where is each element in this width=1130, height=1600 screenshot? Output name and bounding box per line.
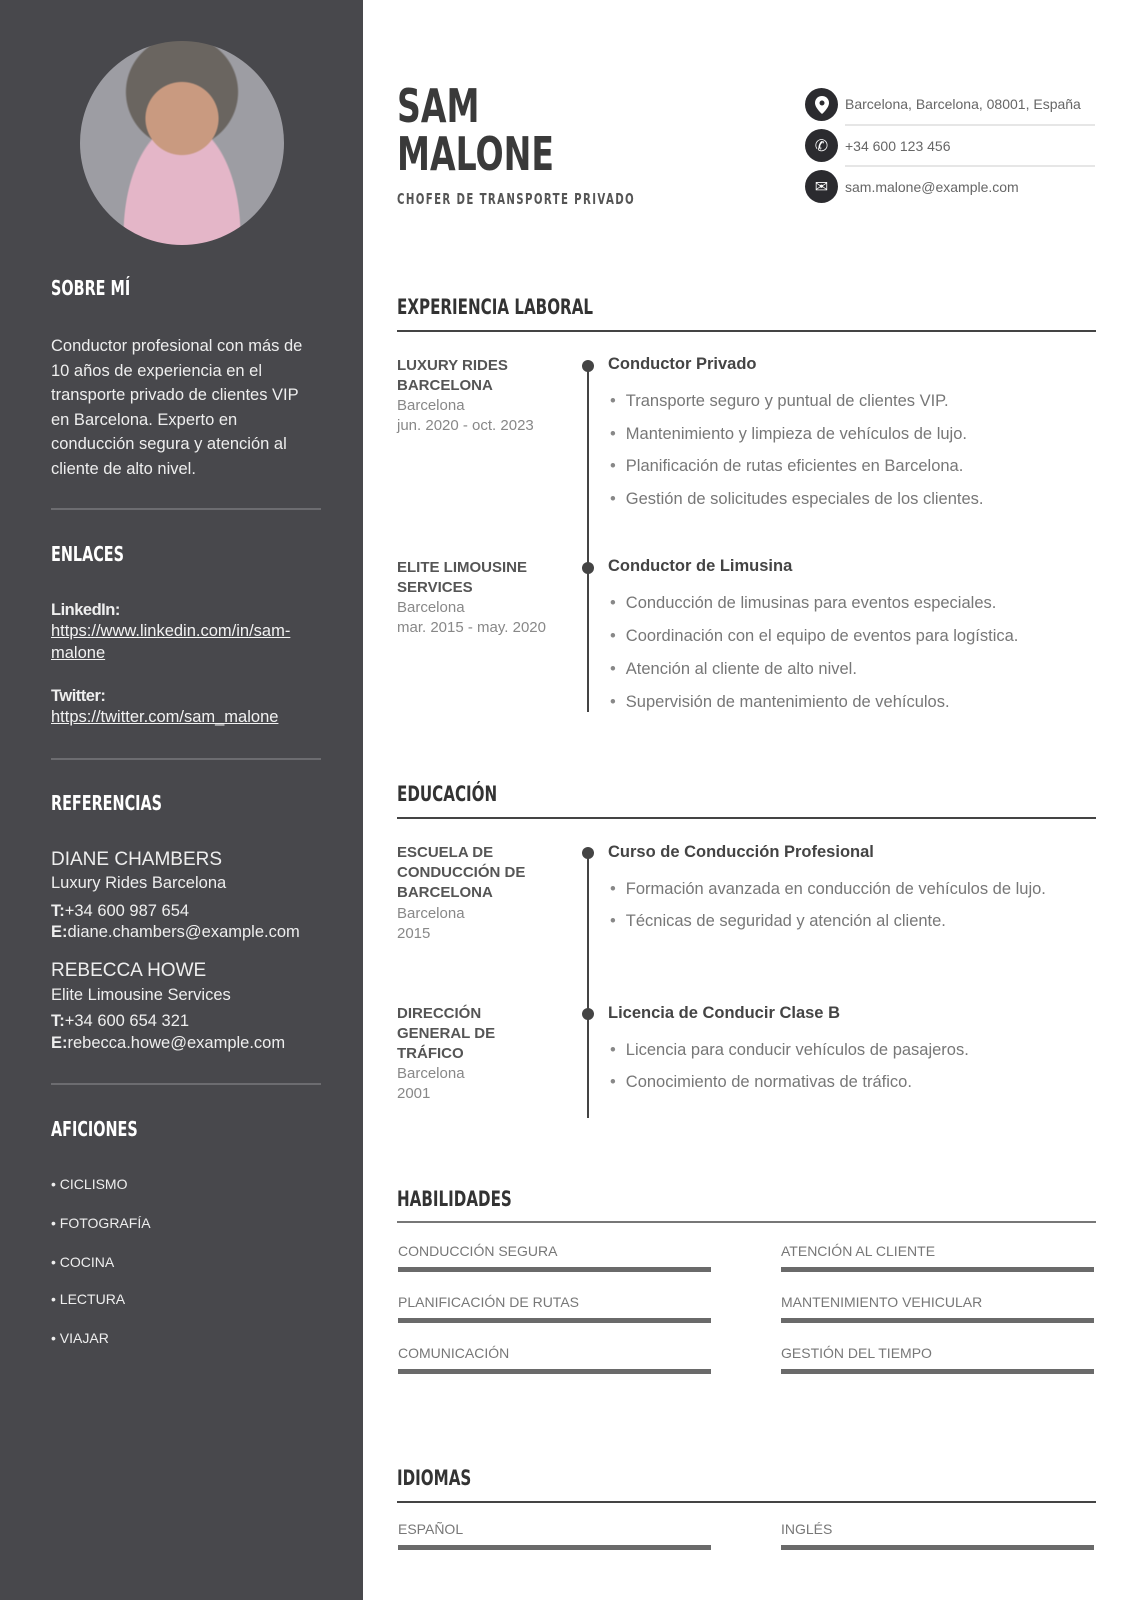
contact-email: sam.malone@example.com (845, 179, 1019, 195)
skill-level-bar (781, 1369, 1094, 1374)
skills-heading-text: HABILIDADES (397, 1187, 512, 1211)
hobby-text: LECTURA (59, 1291, 126, 1307)
last-name: MALONE (397, 127, 555, 181)
phone-icon: ✆ (805, 129, 838, 162)
school-city: Barcelona (397, 1065, 465, 1082)
skill-level-bar (398, 1545, 711, 1550)
about-line: en Barcelona. Experto en (51, 410, 238, 429)
contact-address: Barcelona, Barcelona, 08001, España (845, 96, 1081, 112)
skill-label: COMUNICACIÓN (398, 1345, 510, 1361)
mail-icon: ✉ (805, 170, 838, 203)
timeline-dot (582, 1008, 594, 1020)
sidebar (0, 0, 363, 1600)
profile-photo (80, 41, 284, 245)
job-dates: jun. 2020 - oct. 2023 (397, 417, 534, 434)
about-line: 10 años de experiencia en el (51, 361, 262, 380)
hobby-item: • LECTURA (51, 1291, 126, 1307)
skill-label: PLANIFICACIÓN DE RUTAS (398, 1294, 579, 1310)
school-name: DIRECCIÓN GENERAL DE TRÁFICO (397, 1005, 496, 1062)
divider (51, 758, 321, 760)
hobby-item: • FOTOGRAFÍA (51, 1215, 151, 1231)
first-name: SAM (397, 79, 480, 133)
hobby-text: FOTOGRAFÍA (59, 1215, 151, 1231)
references-heading (51, 791, 205, 816)
job-title (397, 190, 747, 208)
skills-heading (397, 1187, 556, 1212)
about-line: conducción segura y atención al (51, 435, 287, 453)
job-bullet: • Planificación de rutas eficientes en Barcelona. (610, 457, 963, 476)
about-heading-text: SOBRE MÍ (51, 276, 131, 300)
timeline-line (587, 852, 589, 1118)
skill-label: CONDUCCIÓN SEGURA (398, 1243, 558, 1259)
linkedin-label: LinkedIn: (51, 601, 120, 619)
job-bullet: • Coordinación con el equipo de eventos para logística. (610, 627, 1018, 646)
skill-level-bar (398, 1267, 711, 1272)
about-line: transporte privado de clientes VIP (51, 386, 299, 404)
about-line: cliente de alto nivel. (51, 459, 196, 478)
degree-title: Curso de Conducción Profesional (608, 843, 874, 861)
section-line (397, 330, 1096, 332)
reference-company: Luxury Rides Barcelona (51, 874, 227, 892)
skill-label: ESPAÑOL (398, 1521, 464, 1537)
languages-heading-text: IDIOMAS (397, 1466, 472, 1490)
timeline-dot (582, 562, 594, 574)
job-role: Conductor Privado (608, 355, 757, 373)
experience-heading-text: EXPERIENCIA LABORAL (397, 295, 594, 319)
hobby-text: COCINA (59, 1254, 115, 1270)
school-city: Barcelona (397, 905, 465, 922)
hobbies-heading-text: AFICIONES (51, 1117, 138, 1141)
reference-name: REBECCA HOWE (51, 960, 207, 981)
timeline-dot (582, 847, 594, 859)
education-bullet: • Formación avanzada en conducción de vehículos de lujo. (610, 880, 1046, 899)
job-bullet: • Conducción de limusinas para eventos especiales. (610, 594, 996, 613)
about-text (51, 334, 302, 481)
education-bullet: • Técnicas de seguridad y atención al cliente. (610, 912, 946, 931)
education-bullet: • Licencia para conducir vehículos de pasajeros. (610, 1041, 969, 1060)
hobby-text: CICLISMO (59, 1176, 128, 1192)
reference-email: rebecca.howe@example.com (67, 1034, 286, 1052)
experience-heading (397, 295, 669, 320)
job-title-text: CHOFER DE TRANSPORTE PRIVADO (397, 190, 636, 208)
skill-label: GESTIÓN DEL TIEMPO (781, 1345, 932, 1361)
skill-level-bar (781, 1545, 1094, 1550)
linkedin-link[interactable] (51, 620, 290, 664)
twitter-link[interactable]: https://twitter.com/sam_malone (51, 708, 279, 726)
degree-title: Licencia de Conducir Clase B (608, 1004, 840, 1022)
skill-level-bar (398, 1318, 711, 1323)
reference-name: DIANE CHAMBERS (51, 849, 223, 870)
hobbies-heading (51, 1117, 172, 1142)
skill-level-bar (781, 1267, 1094, 1272)
linkedin-url-line[interactable]: malone (51, 644, 106, 662)
divider (51, 508, 321, 510)
linkedin-url-line[interactable]: https://www.linkedin.com/in/sam- (51, 622, 291, 640)
links-heading (51, 542, 152, 567)
links-heading-text: ENLACES (51, 542, 124, 566)
job-dates: mar. 2015 - may. 2020 (397, 619, 546, 636)
languages-heading (397, 1466, 500, 1491)
job-bullet: • Atención al cliente de alto nivel. (610, 660, 857, 679)
about-line: Conductor profesional con más de (51, 337, 303, 355)
job-role: Conductor de Limusina (608, 557, 793, 575)
section-line (397, 1501, 1096, 1503)
divider (845, 165, 1095, 167)
skill-label: MANTENIMIENTO VEHICULAR (781, 1294, 983, 1310)
hobby-text: VIAJAR (59, 1330, 109, 1346)
job-bullet: • Gestión de solicitudes especiales de los clientes. (610, 490, 983, 509)
company-city: Barcelona (397, 599, 465, 616)
skill-level-bar (398, 1369, 711, 1374)
divider (51, 1083, 321, 1085)
twitter-label: Twitter: (51, 687, 106, 705)
divider (845, 124, 1095, 126)
education-dates: 2001 (397, 1085, 431, 1102)
name (397, 79, 615, 181)
school-name: ESCUELA DE CONDUCCIÓN DE BARCELONA (397, 844, 526, 901)
timeline-dot (582, 360, 594, 372)
job-bullet: • Transporte seguro y puntual de clientes VIP. (610, 392, 949, 411)
education-heading (397, 782, 536, 807)
phone-label: T: (51, 1012, 65, 1030)
reference-phone: +34 600 987 654 (64, 902, 190, 920)
company-city: Barcelona (397, 397, 465, 414)
references-heading-text: REFERENCIAS (51, 791, 163, 815)
section-line (397, 1221, 1096, 1223)
timeline-line (587, 365, 589, 712)
skill-level-bar (781, 1318, 1094, 1323)
hobby-item: • CICLISMO (51, 1176, 128, 1192)
job-bullet: • Supervisión de mantenimiento de vehículos. (610, 693, 950, 712)
hobby-item: • VIAJAR (51, 1330, 109, 1346)
skill-label: ATENCIÓN AL CLIENTE (781, 1243, 936, 1259)
job-bullet: • Mantenimiento y limpieza de vehículos de lujo. (610, 425, 967, 444)
contact-phone: +34 600 123 456 (845, 138, 951, 154)
education-dates: 2015 (397, 925, 431, 942)
reference-phone: +34 600 654 321 (64, 1012, 190, 1030)
email-label: E: (51, 923, 68, 941)
location-pin-icon (805, 88, 838, 121)
email-label: E: (51, 1034, 68, 1052)
company-name: LUXURY RIDES BARCELONA (397, 357, 508, 394)
education-bullet: • Conocimiento de normativas de tráfico. (610, 1073, 912, 1092)
section-line (397, 817, 1096, 819)
reference-company: Elite Limousine Services (51, 986, 231, 1004)
reference-email: diane.chambers@example.com (67, 923, 300, 941)
about-heading (51, 276, 161, 301)
hobby-item: • COCINA (51, 1254, 115, 1270)
phone-label: T: (51, 902, 65, 920)
education-heading-text: EDUCACIÓN (397, 782, 498, 806)
skill-label: INGLÉS (781, 1521, 833, 1537)
company-name: ELITE LIMOUSINE SERVICES (397, 559, 528, 596)
